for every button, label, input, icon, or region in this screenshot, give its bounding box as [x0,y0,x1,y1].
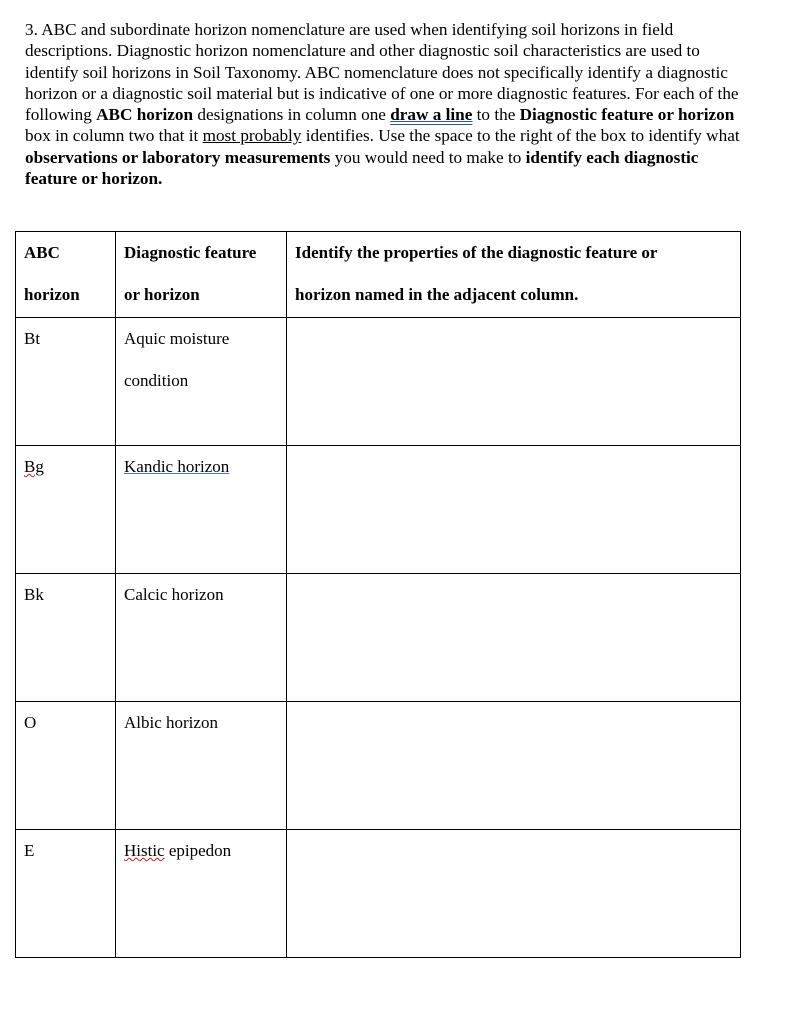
header-text: horizon [24,285,80,304]
header-text: Identify the properties of the diagnostic feature or [295,243,658,262]
abc-cell [16,702,116,830]
feature-cell [116,446,287,574]
feature-cell [116,318,287,446]
feature-label: Kandic horizon [124,457,230,476]
question-text [25,19,745,189]
table-header-row [16,232,741,318]
table-row [16,446,741,574]
header-text: horizon named in the adjacent column. [295,285,579,304]
question-part: ABC and subordinate horizon nomenclature are used when identifying soil horizons in field descriptions. Diagnostic horizon nomenclature and other diagnostic soil characteristics are used to identify soil horizons in Soil Taxonomy. ABC nomenclature does not specifically identify a diagnostic horizon or a diagnostic soil material but is indicative of one or more diagnostic features. For each of the following [25,20,739,125]
question-part: box in column two that it [25,126,203,146]
feature-cell [116,702,287,830]
feature-label: Histic [124,841,165,860]
table-row [16,574,741,702]
question-part: to the [472,105,520,125]
feature-label: Albic horizon [124,713,218,732]
header-abc-horizon [16,232,116,318]
question-part: identifies. Use the space to the right of the box to identify what [301,126,740,146]
abc-label: O [24,713,37,732]
header-text: Diagnostic feature [124,243,257,262]
header-text: or horizon [124,285,200,304]
bold-draw-a-line: draw a line [390,105,473,125]
feature-label: condition [124,371,189,390]
underlined-most-probably: most probably [202,126,302,146]
question-part: you would need to make to [330,147,526,167]
header-text: ABC [24,243,60,262]
abc-cell [16,830,116,958]
feature-label: epipedon [164,841,232,860]
bold-abc-horizon: ABC horizon [96,105,194,125]
bold-identify-each: identify each diagnostic feature or horizon. [25,147,699,189]
feature-label: Calcic horizon [124,585,224,604]
properties-cell[interactable] [287,830,741,958]
properties-cell[interactable] [287,702,741,830]
header-diagnostic-feature [116,232,287,318]
feature-label: Aquic moisture [124,329,230,348]
question-number: 3. [25,20,38,39]
abc-label: Bk [24,585,44,604]
abc-label: E [24,841,35,860]
table-row [16,702,741,830]
properties-cell[interactable] [287,574,741,702]
abc-cell [16,446,116,574]
abc-label: Bt [24,329,41,348]
abc-cell [16,318,116,446]
table-row [16,318,741,446]
abc-label: Bg [24,457,44,476]
feature-cell [116,830,287,958]
horizon-table [15,231,741,958]
abc-cell [16,574,116,702]
header-properties [287,232,741,318]
bold-diagnostic-feature: Diagnostic feature or horizon [519,105,735,125]
feature-cell [116,574,287,702]
table-row [16,830,741,958]
properties-cell[interactable] [287,318,741,446]
properties-cell[interactable] [287,446,741,574]
bold-observations: observations or laboratory measurements [25,147,331,167]
question-part: designations in column one [193,105,391,125]
